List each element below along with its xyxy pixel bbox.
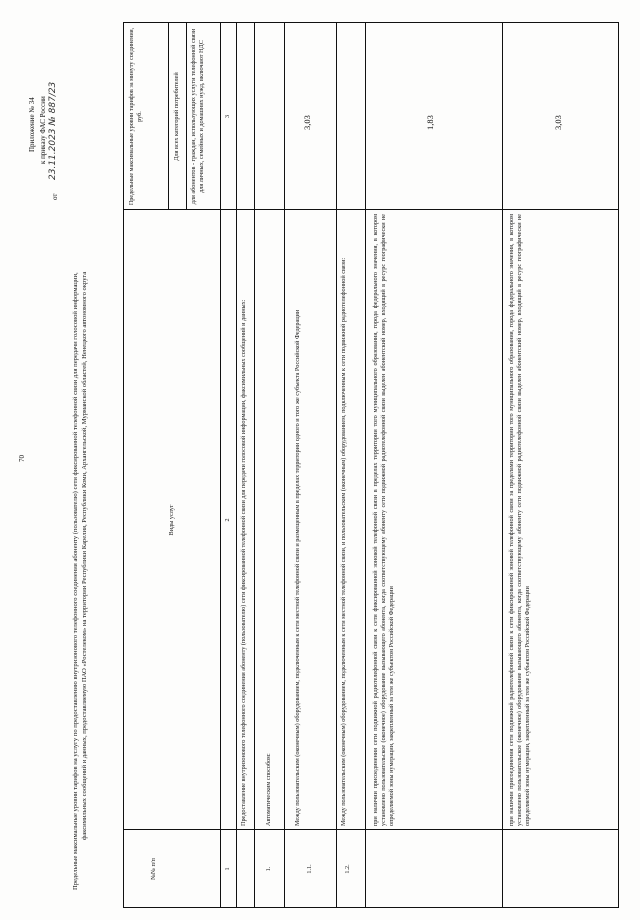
row-number: 1.2. [344,864,351,874]
row-number: 1. [265,866,272,872]
document-title-line-1: Предельные максимальные уровни тарифов на услугу по предоставлению внутризонового телефонного соединения абоненту (пользователю) сети фиксированной телефонной связи для передачи голосовой информации, [72,272,79,890]
row-service: Между пользовательским (оконечным) оборудованием, подключенным к сети местной телефонной связи и размещенным в пределах территории одного и того же субъекта Российской Федерации [294,309,301,826]
col-index-2: 2 [224,518,231,522]
row-price: 3,03 [553,115,563,130]
section-heading: Предоставление внутризонового телефонного соединения абоненту (пользователю) сети фиксированной телефонной связи для передачи голосовой информации, факсимильных сообщений и данных: [240,299,247,826]
page-number: 70 [18,455,26,462]
row-service: при наличии присоединения сети подвижной радиотелефонной связи к сети фиксированной зоновой телефонной связи в пределах территории того муниципального образования, города федерального значения, в котором установлено пользовательское (оконечное) оборудование вызывающего абонента, когда соответствующему абоненту сети подвижной радиотелефонной связи выделен абонентский номер, входящий в ресурс географически не определяемой зоны нумерации, закрепленный за тем же субъектом Российской Федерации [372,214,395,826]
document-title-line-2: факсимильных сообщений и данных, предоставляемую ПАО «Ростелеком» на территории Республики Карелия, Республики Коми, Архангельской, Мурманской областей, Ненецкого автономного округа [81,271,88,840]
order-reference: к приказу ФАС России [39,96,47,164]
col-price-all-header: Для всех категорий потребителей [173,72,180,161]
appendix-number: Приложение № 34 [28,97,36,152]
col-index-3: 3 [224,114,231,119]
order-date-handwritten: 23.11.2023 № 887/23 [48,81,58,180]
col-service-header: Виды услуг [168,504,175,536]
row-price: 1,83 [425,115,435,130]
row-service: при наличии присоединения сети подвижной радиотелефонной связи к сети фиксированной зоновой телефонной связи за пределами территории того муниципального образования, города федерального значения, в котором установлено пользовательское (оконечное) оборудование вызывающего абонента, когда соответствующему абоненту сети подвижной радиотелефонной связи выделен абонентский номер, входящий в ресурс географически не определяемой зоны нумерации, закрепленный за тем же субъектом Российской Федерации [508,214,531,826]
row-price: 3,03 [302,115,312,130]
row-number: 1.1. [306,864,313,874]
row-service: Между пользовательским (оконечным) оборудованием, подключенным к сети местной телефонной связи, и пользовательским (оконечным) оборудованием, подключенным к сети подвижной радиотелефонной связи: [340,257,347,826]
col-number-header: №№ п/п [150,858,157,880]
row-service: Автоматическим способом: [265,753,272,826]
col-price-header: Предельные максимальные уровни тарифов за минуту соединения, руб. [128,27,143,206]
col-price-citizens-header: для абонентов - граждан, использующих услуги телефонной связи для личных, семейных и домашних нужд, включают НДС [190,28,205,205]
col-index-1: 1 [224,867,231,871]
order-date-prefix: от [51,193,59,200]
